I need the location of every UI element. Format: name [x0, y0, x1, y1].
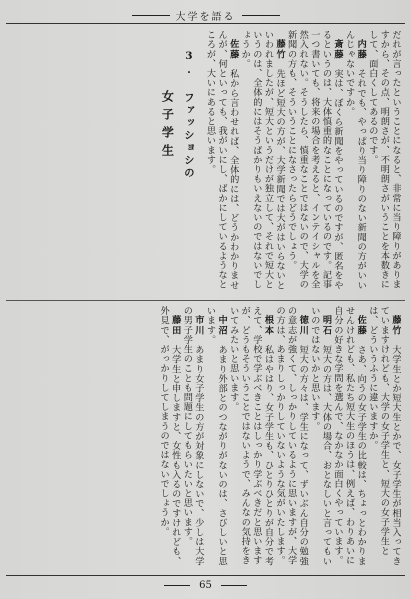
lower-paragraph-7: [181, 306, 204, 571]
header-title: 大学を語る: [175, 12, 236, 23]
page-footer: [0, 580, 411, 591]
top-rule: [6, 23, 405, 24]
header-rule-left: [132, 15, 170, 16]
lower-paragraph-6: [204, 306, 227, 571]
speech-text: 実は、ぼくら新聞をやっているのですが、匿名をやるというのは、大体慎重的なことになっているのです。記事一つ書いても、将来の場合を考えると、インテイシャルを全然入れない。そうしたら、慎重なことではないので、大学の新聞の方も、そういうことになさったらどうでしょう。: [285, 30, 344, 291]
footer-rule-right: [221, 585, 247, 586]
speaker-name: 佐藤: [227, 39, 239, 60]
page-number: 65: [199, 580, 212, 591]
section-heading: 3. ファッショシの: [182, 50, 195, 180]
header-rule-right: [242, 15, 280, 16]
upper-paragraph-4: [239, 30, 285, 296]
lower-tier: [10, 306, 401, 571]
lower-paragraph-4: [273, 306, 308, 571]
speaker-name: 内藤: [355, 39, 367, 60]
speech-text: あまり女子学生の方が対象にしないで、少しは大学の男子学生のことも問題にしてもらいたいと思います。: [181, 306, 204, 567]
lower-paragraph-5: [227, 306, 273, 571]
bottom-rule: [6, 575, 405, 576]
running-header: [0, 8, 411, 23]
upper-tier: [10, 30, 401, 296]
speech-text: さあ、向うの女子学生の比較は、ちょっとわかりませんけれども、私たち短大生のほうは、例えば、わりあいに自分の好きな学問を選んで、なかなか面白くやっています。: [332, 306, 367, 567]
speech-text: 先ほど短大の方が、大学新聞では大がはいらないといわれましたが、短大というだけが独立して、それで短大というのは、全体的にはそうばかりもいえないのではないでしょうか。: [239, 30, 286, 291]
speaker-name: 斎藤: [332, 39, 344, 60]
speaker-name: 藤竹: [390, 315, 401, 336]
upper-paragraph-2: [343, 30, 366, 296]
tier-divider: [6, 300, 405, 301]
speaker-name: 中沼: [216, 315, 228, 336]
lower-paragraph-8: [158, 306, 181, 571]
upper-paragraph-5: [204, 30, 239, 296]
section-subheading: 女子学生: [160, 90, 175, 162]
lower-paragraph-2: [331, 306, 366, 571]
speaker-name: 藤竹: [274, 39, 286, 60]
speech-text: 私から言わせれば、全体的には、どうかわかりませんが、何といっても、我がいにし、ばかにしているようなところが、大いにあると思います。: [204, 30, 239, 291]
speech-text: 私はやはり、女子学生も、ひとりひとりが自分で考えて、学校で学ぶべきことはしっかり学ぶべきだと思いますが、どうもそういうことではないようで、みんなの気持をきいてみたいと思います。: [227, 306, 274, 567]
upper-paragraph-1: だれが言ったということになると、非常に当り障りがありますから、その点、明朗さが、不明朗さがいうことを本数きにして、面白くしてあるのです。: [366, 30, 401, 290]
speaker-name: 藤田: [169, 315, 181, 336]
speaker-name: 佐藤: [355, 315, 367, 336]
speech-text: 短大の方々は、学生になって、ずいぶん自分の勉強の意志が強くて、しっかりしているように思いますが、大学の方は、あまりしっかりしていないような気がいたします。: [274, 306, 309, 567]
speaker-name: 明石: [320, 315, 332, 336]
lower-paragraph-3: [308, 306, 331, 571]
speech-text: 大学生とか短大生とかで、女子学生が相当入ってきていますけれども、大学の女子学生と、短大の女子学生とは、どういうふうに違いますか。: [366, 306, 401, 567]
footer-rule-left: [164, 585, 190, 586]
speaker-name: 根本: [262, 315, 274, 336]
lower-paragraph-1: [366, 306, 401, 571]
speech-text: 短大の方は、大体の場合、おとなしいと言ってもいいのではないかと思います。: [308, 306, 332, 567]
speaker-name: 徳川: [297, 315, 309, 336]
speaker-name: 市川: [192, 315, 204, 336]
speech-text: それでも、やっぱり当り障りのない新聞の方がいいんじゃないですか。: [343, 30, 367, 291]
upper-paragraph-3: [285, 30, 343, 296]
speech-text: 大学生と申しますと、女性も入るのですけれども、外見で、がっかりしてしまうのではないでしょうか。: [158, 306, 181, 567]
speech-text: あまり外部とのつながりがないのは、さびしいと思います。: [204, 306, 228, 567]
